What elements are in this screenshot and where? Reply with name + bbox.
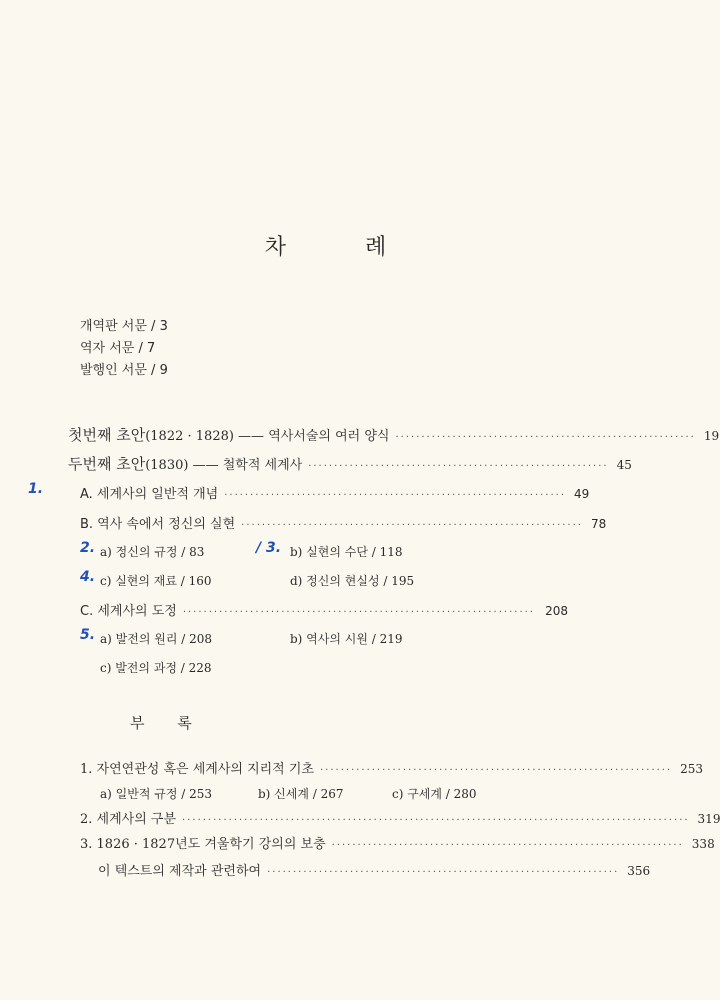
handwritten-mark: 1. xyxy=(28,481,44,497)
toc-entry-B xyxy=(80,513,607,532)
entry-subtitle: (1830) —— 철학적 세계사 xyxy=(145,458,303,473)
leader-dots: ·························································· xyxy=(308,461,609,472)
toc-entry-A xyxy=(80,483,590,502)
page-number: 45 xyxy=(616,458,632,472)
handwritten-mark: 4. xyxy=(80,569,96,585)
toc-subentry: c) 실현의 재료 / 160 xyxy=(100,574,212,588)
entry-subtitle: (1822 · 1828) —— 역사서술의 여러 양식 xyxy=(145,429,390,444)
handwritten-mark: 2. xyxy=(80,540,96,556)
leader-dots: ·································································· xyxy=(224,490,567,501)
entry-text: C. 세계사의 도정 xyxy=(80,604,177,619)
toc-entry-appendix2 xyxy=(80,808,720,827)
leader-dots: ···································································· xyxy=(320,765,673,776)
entry-text: 1. 자연연관성 혹은 세계사의 지리적 기초 xyxy=(80,762,314,777)
appendix-heading: 부 록 xyxy=(130,714,206,732)
entry-text: 3. 1826 · 1827년도 겨울학기 강의의 보충 xyxy=(80,837,326,852)
entry-text: B. 역사 속에서 정신의 실현 xyxy=(80,517,236,532)
page-number: 356 xyxy=(627,864,651,878)
toc-subentry: b) 역사의 시원 / 219 xyxy=(290,632,403,646)
front-matter-item: 개역판 서문 / 3 xyxy=(80,319,168,334)
leader-dots: ···································································· xyxy=(331,840,684,851)
page-number: 49 xyxy=(574,487,590,501)
leader-dots: ·································································· xyxy=(241,520,583,531)
toc-entry-C xyxy=(80,600,568,619)
handwritten-mark: / 3. xyxy=(256,540,282,556)
entry-text: A. 세계사의 일반적 개념 xyxy=(80,487,219,502)
page-number: 208 xyxy=(545,604,568,618)
leader-dots: ·························································· xyxy=(395,432,696,443)
leader-dots: ·································································································· xyxy=(182,815,690,826)
front-matter-item: 발행인 서문 / 9 xyxy=(80,363,168,378)
handwritten-mark: 5. xyxy=(80,627,96,643)
page-number: 19 xyxy=(703,429,720,443)
toc-subentry: a) 정신의 규정 / 83 xyxy=(100,545,205,559)
toc-subentry: b) 실현의 수단 / 118 xyxy=(290,545,403,559)
leader-dots: ···································································· xyxy=(182,607,535,618)
toc-subentry: a) 발전의 원리 / 208 xyxy=(100,632,213,646)
entry-text: 이 텍스트의 제작과 관련하여 xyxy=(98,864,262,879)
page-number: 319 xyxy=(697,812,720,826)
entry-text: 2. 세계사의 구분 xyxy=(80,812,177,827)
toc-subentry: a) 일반적 규정 / 253 xyxy=(100,787,213,801)
page-number: 253 xyxy=(680,762,704,776)
toc-entry-appendix3 xyxy=(80,833,715,852)
front-matter-list xyxy=(80,316,168,382)
page-title: 차 례 xyxy=(264,235,423,260)
toc-entry-draft2 xyxy=(68,453,632,474)
page-number: 78 xyxy=(590,517,607,531)
toc-entry-appendix1 xyxy=(80,758,704,777)
entry-label: 두번째 초안 xyxy=(68,455,146,473)
toc-subentry: c) 발전의 과정 / 228 xyxy=(100,661,212,675)
front-matter-item: 역자 서문 / 7 xyxy=(80,341,156,356)
entry-label: 첫번째 초안 xyxy=(68,426,146,444)
toc-subentry: d) 정신의 현실성 / 195 xyxy=(290,574,415,588)
toc-entry-draft1 xyxy=(68,424,720,445)
leader-dots: ···································································· xyxy=(267,867,620,878)
toc-subentry: b) 신세계 / 267 xyxy=(258,787,344,801)
page-number: 338 xyxy=(691,837,715,851)
toc-entry-appendix4 xyxy=(98,860,651,879)
toc-subentry: c) 구세계 / 280 xyxy=(392,787,477,801)
